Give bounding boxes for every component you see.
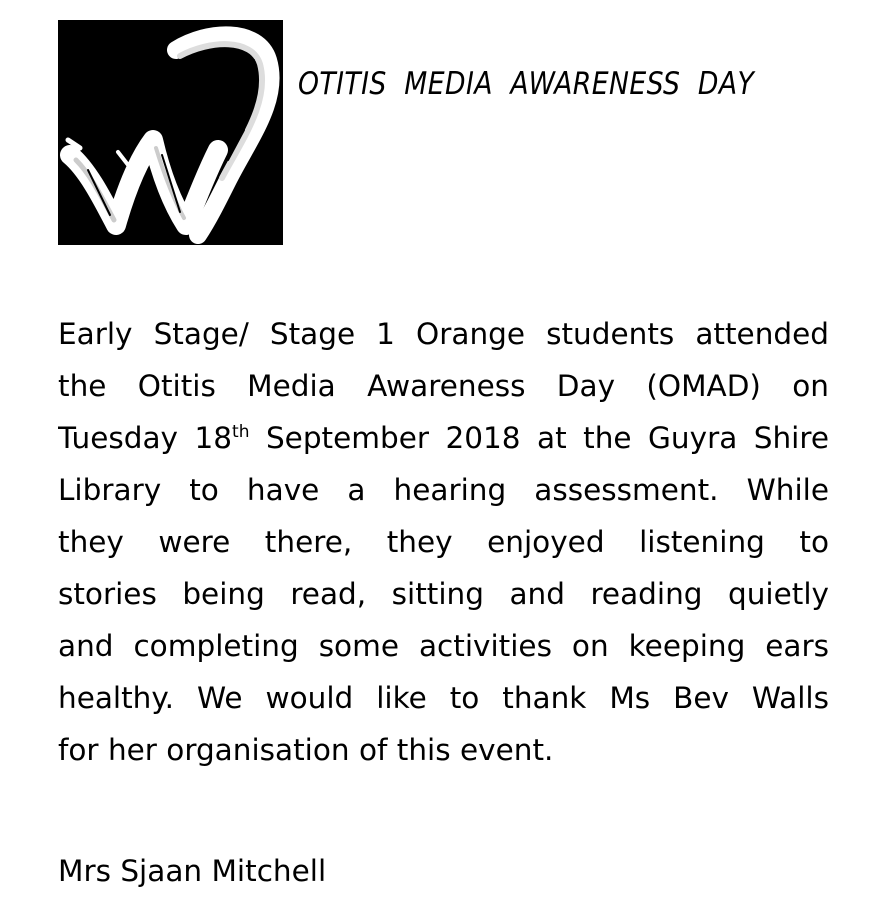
brush-w-logo-icon [58,20,283,245]
article-line: Early Stage/ Stage 1 Orange students attended [58,317,829,351]
article-line: for her organisation of this event. [58,733,554,767]
article-line [58,412,829,464]
article-line-text: September 2018 at the Guyra Shire [249,421,829,455]
article-line: stories being read, sitting and reading quietly [58,577,829,611]
ordinal-suffix: th [232,422,250,443]
article-line: Library to have a hearing assessment. While [58,473,829,507]
article-body [58,308,829,776]
article-line-text: Tuesday 18 [58,421,233,455]
article-line: and completing some activities on keeping ears [58,629,829,663]
article-line: healthy. We would like to thank Ms Bev Walls [58,681,829,715]
page-title: OTITIS MEDIA AWARENESS DAY [298,66,755,102]
article-line: the Otitis Media Awareness Day (OMAD) on [58,369,829,403]
signature: Mrs Sjaan Mitchell [58,854,327,888]
article-line: they were there, they enjoyed listening to [58,525,829,559]
